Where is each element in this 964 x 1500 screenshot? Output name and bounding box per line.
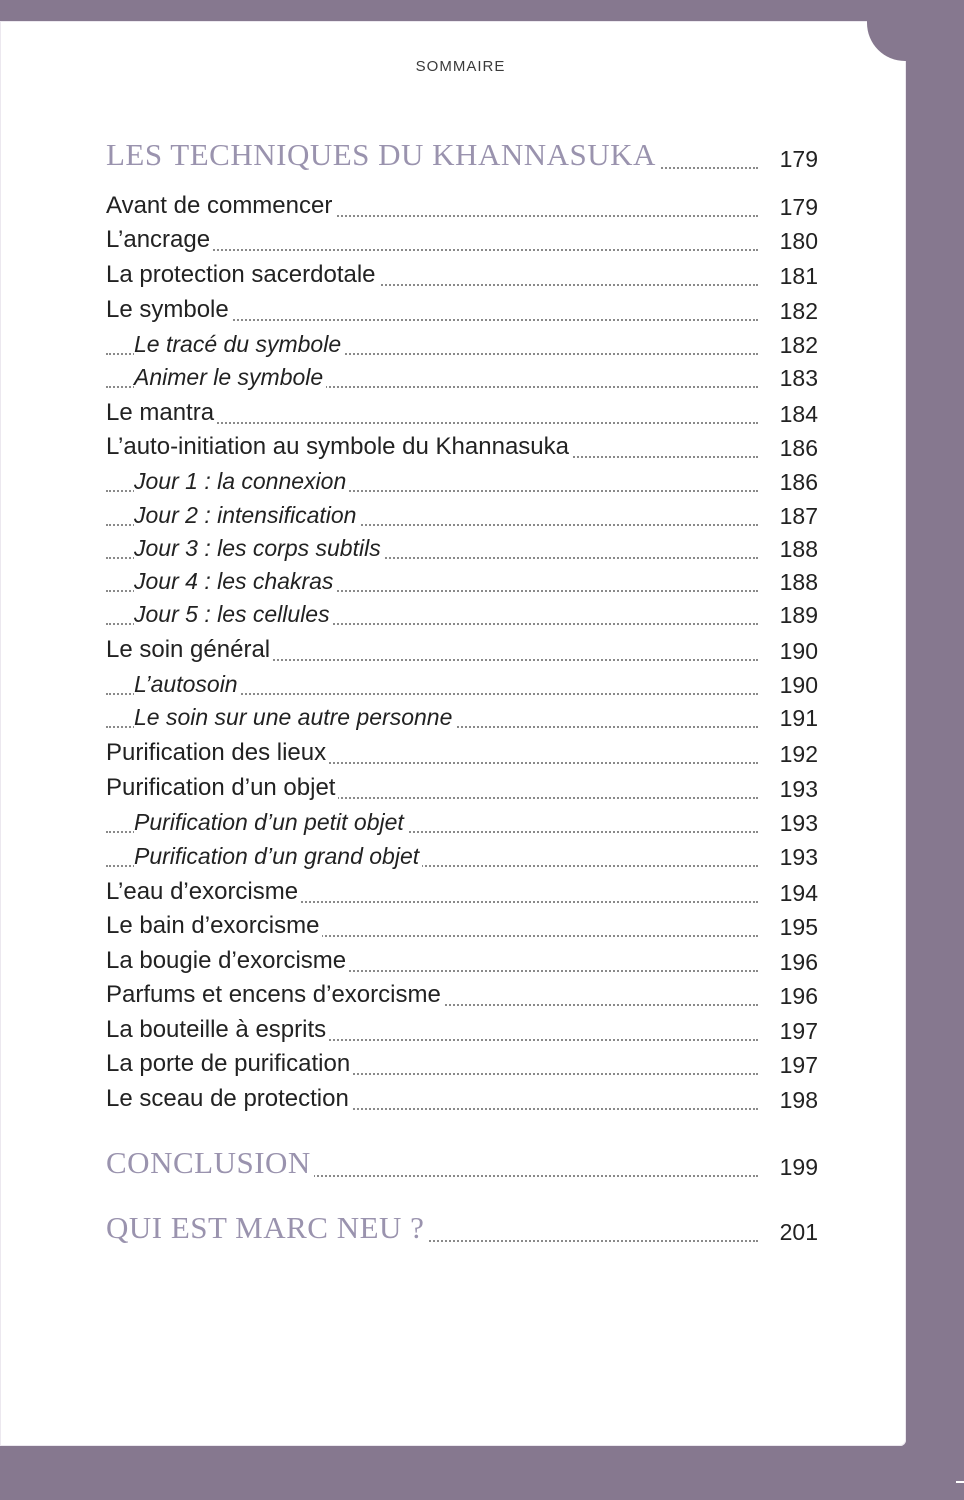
toc-section-title: LES TECHNIQUES DU KHANNASUKA bbox=[106, 138, 659, 172]
toc-entry-row bbox=[106, 876, 818, 910]
toc-section-row bbox=[106, 1210, 818, 1249]
toc-page-number: 192 bbox=[779, 741, 818, 767]
toc-subentry-title: Purification d’un grand objet bbox=[134, 842, 422, 870]
toc-page-number: 188 bbox=[779, 569, 818, 595]
toc-entry-title: La bouteille à esprits bbox=[106, 1016, 329, 1044]
toc-entry-title: Le soin général bbox=[106, 636, 273, 664]
toc-entry-title: Avant de commencer bbox=[106, 192, 335, 220]
toc-subentry-title: Le tracé du symbole bbox=[134, 330, 344, 358]
toc-entry-title: L’auto-initiation au symbole du Khannasuka bbox=[106, 433, 572, 461]
toc-page-number: 184 bbox=[779, 401, 818, 427]
toc-subentry-title: Jour 1 : la connexion bbox=[134, 467, 349, 495]
toc-page-number: 186 bbox=[779, 469, 818, 495]
toc-subentry-title: Animer le symbole bbox=[134, 363, 326, 391]
toc-entry-row bbox=[106, 190, 818, 224]
toc-entry-title: Le bain d’exorcisme bbox=[106, 912, 322, 940]
toc-page-number: 182 bbox=[779, 298, 818, 324]
toc-entry-row bbox=[106, 224, 818, 258]
toc-subentry-row bbox=[106, 532, 818, 566]
toc-page-number: 179 bbox=[779, 146, 818, 172]
toc-entry-title: Purification des lieux bbox=[106, 739, 329, 767]
toc-page-number: 196 bbox=[779, 949, 818, 975]
toc-subentry-row bbox=[106, 701, 818, 735]
toc-entry-row bbox=[106, 1014, 818, 1048]
toc-subentry-row bbox=[106, 598, 818, 632]
toc-subentry-title: Purification d’un petit objet bbox=[134, 808, 407, 836]
toc-subentry-row bbox=[106, 499, 818, 533]
toc-entry-title: Le sceau de protection bbox=[106, 1085, 352, 1113]
toc-page-number: 201 bbox=[779, 1219, 818, 1245]
toc-entry-title: L’eau d’exorcisme bbox=[106, 878, 301, 906]
toc-page-number: 195 bbox=[779, 914, 818, 940]
toc-entry-row bbox=[106, 772, 818, 806]
toc-section-row bbox=[106, 137, 818, 176]
toc-page-number: 182 bbox=[779, 332, 818, 358]
toc-page-number: 197 bbox=[779, 1052, 818, 1078]
toc-subentry-title: Jour 3 : les corps subtils bbox=[134, 534, 384, 562]
toc-entry-title: Parfums et encens d’exorcisme bbox=[106, 981, 444, 1009]
toc-subentry-title: Le soin sur une autre personne bbox=[134, 703, 455, 731]
toc-subentry-row bbox=[106, 565, 818, 599]
toc-entry-title: La porte de purification bbox=[106, 1050, 353, 1078]
toc-page-number: 193 bbox=[779, 810, 818, 836]
toc-page-number: 190 bbox=[779, 638, 818, 664]
toc-page-number: 193 bbox=[779, 844, 818, 870]
toc-page-number: 198 bbox=[779, 1087, 818, 1113]
toc-subentry-title: L’autosoin bbox=[134, 670, 241, 698]
toc-entry-row bbox=[106, 979, 818, 1013]
running-head: SOMMAIRE bbox=[415, 58, 506, 75]
toc-page-number: 179 bbox=[779, 194, 818, 220]
toc-entry-row bbox=[106, 431, 818, 465]
toc-entry-title: Le mantra bbox=[106, 399, 217, 427]
toc-page-number: 193 bbox=[779, 776, 818, 802]
toc-subentry-title: Jour 4 : les chakras bbox=[134, 567, 336, 595]
toc-page-number: 196 bbox=[779, 983, 818, 1009]
toc-page-number: 187 bbox=[779, 503, 818, 529]
toc-entry-title: L’ancrage bbox=[106, 226, 213, 254]
toc-page-number: 194 bbox=[779, 880, 818, 906]
toc-entry-row bbox=[106, 294, 818, 328]
toc-page-number: 190 bbox=[779, 672, 818, 698]
toc-subentry-row bbox=[106, 328, 818, 362]
toc-entry-title: Purification d’un objet bbox=[106, 774, 338, 802]
toc-entry-row bbox=[106, 910, 818, 944]
toc-entry-row bbox=[106, 737, 818, 771]
toc-subentry-row bbox=[106, 806, 818, 840]
toc-entry-row bbox=[106, 1083, 818, 1117]
toc-page-number: 188 bbox=[779, 536, 818, 562]
toc-page-number: 197 bbox=[779, 1018, 818, 1044]
toc-subentry-title: Jour 2 : intensification bbox=[134, 501, 359, 529]
toc-subentry-row bbox=[106, 840, 818, 874]
toc-subentry-title: Jour 5 : les cellules bbox=[134, 600, 333, 628]
toc-subentry-row bbox=[106, 361, 818, 395]
toc-page-number: 186 bbox=[779, 435, 818, 461]
toc-entry-title: La bougie d’exorcisme bbox=[106, 947, 349, 975]
toc-section-title: CONCLUSION bbox=[106, 1146, 314, 1180]
toc-entry-row bbox=[106, 259, 818, 293]
toc-subentry-row bbox=[106, 465, 818, 499]
toc-entry-title: Le symbole bbox=[106, 296, 232, 324]
toc-subentry-row bbox=[106, 668, 818, 702]
toc-page-number: 199 bbox=[779, 1154, 818, 1180]
toc-page-number: 191 bbox=[779, 705, 818, 731]
toc-entry-title: La protection sacerdotale bbox=[106, 261, 379, 289]
toc-entry-row bbox=[106, 397, 818, 431]
toc-page-number: 181 bbox=[779, 263, 818, 289]
toc-section-row bbox=[106, 1145, 818, 1184]
toc-page-number: 183 bbox=[779, 365, 818, 391]
crop-mark bbox=[956, 1481, 964, 1483]
toc-page-number: 189 bbox=[779, 602, 818, 628]
toc-section-title: QUI EST MARC NEU ? bbox=[106, 1211, 427, 1245]
toc-page-number: 180 bbox=[779, 228, 818, 254]
toc-entry-row bbox=[106, 634, 818, 668]
toc-entry-row bbox=[106, 945, 818, 979]
toc-entry-row bbox=[106, 1048, 818, 1082]
